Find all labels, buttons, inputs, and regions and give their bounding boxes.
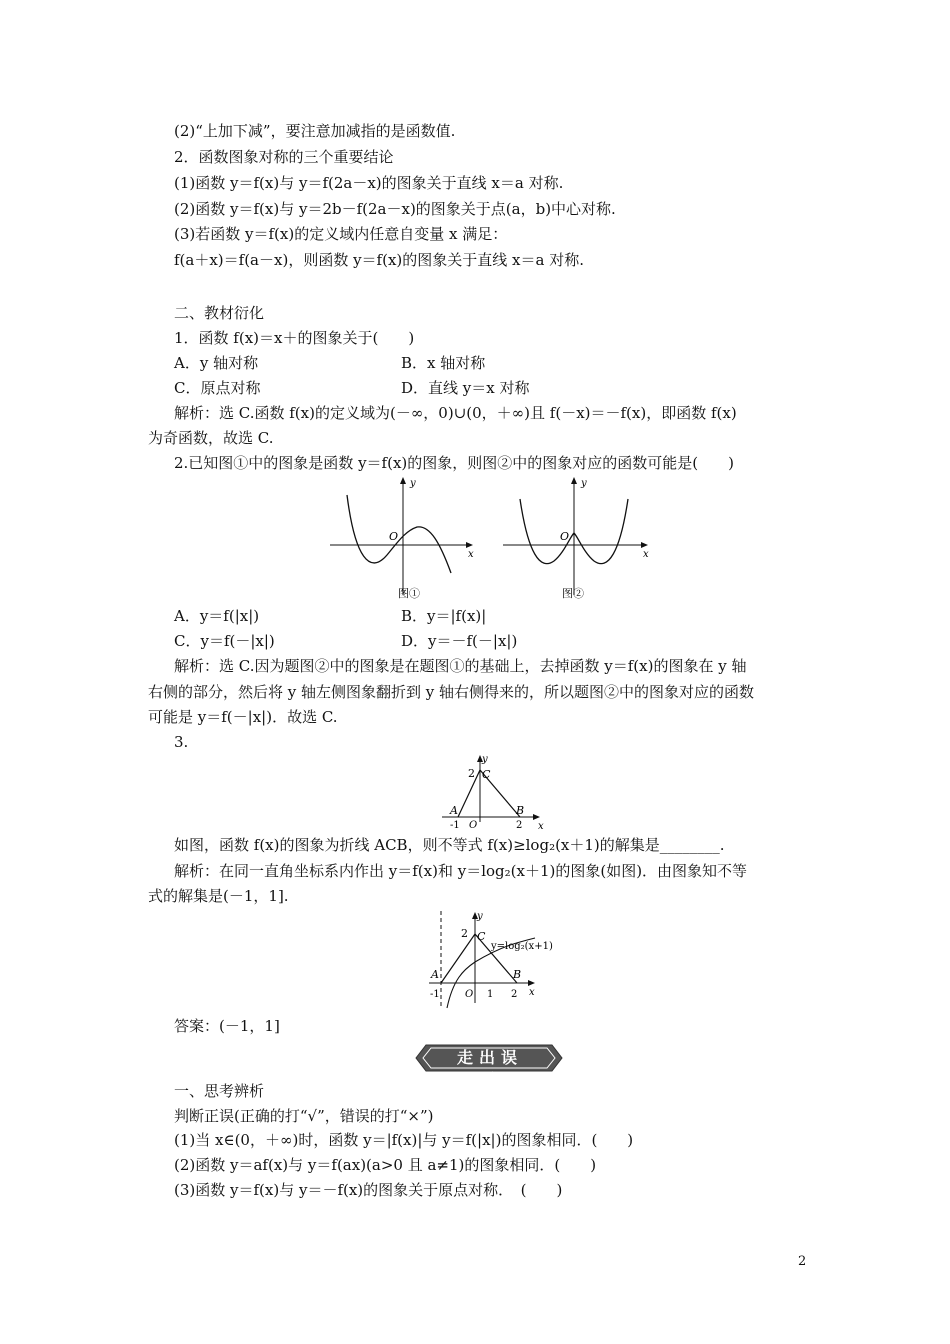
- point-a-label: A: [431, 968, 439, 981]
- point-b-label: B: [513, 968, 522, 981]
- answer-text: 答案：(－1，1]: [174, 1017, 280, 1035]
- origin-label: O: [469, 820, 478, 831]
- tick-label: 2: [468, 767, 475, 780]
- origin-label: O: [465, 989, 474, 1000]
- tick-label: 2: [511, 989, 518, 1000]
- solution-text: 解析：在同一直角坐标系内作出 y＝f(x)和 y＝log₂(x＋1)的图象(如图)．由图象知不等: [174, 862, 748, 880]
- option-d: D．y＝－f(－|x|): [401, 632, 518, 650]
- option-d: D．直线 y＝x 对称: [401, 379, 530, 397]
- banner-label: 走出误区: [456, 1048, 523, 1089]
- option-b: B．y＝|f(x)|: [401, 607, 487, 625]
- figure-1: [325, 473, 480, 603]
- judgment-item: (1)当 x∈(0，＋∞)时，函数 y＝|f(x)|与 y＝f(|x|)的图象相同．( ): [174, 1131, 634, 1149]
- option-c: C．y＝f(－|x|): [174, 632, 275, 650]
- section-heading: 2．函数图象对称的三个重要结论: [174, 148, 394, 166]
- question-text: 2.已知图①中的图象是函数 y＝f(x)的图象，则图②中的图象对应的函数可能是( ): [174, 454, 734, 472]
- y-axis-label: y: [410, 478, 416, 489]
- tick-label: 1: [487, 989, 494, 1000]
- point-c-label: C: [477, 930, 486, 943]
- option-a: A．y 轴对称: [174, 354, 259, 372]
- text-line: f(a＋x)＝f(a－x)，则函数 y＝f(x)的图象关于直线 x＝a 对称.: [174, 251, 584, 269]
- figure-2: [498, 473, 658, 603]
- solution-text: 右侧的部分，然后将 y 轴左侧图象翻折到 y 轴右侧得来的，所以题图②中的图象对应的函数: [148, 683, 755, 701]
- point-c-label: C: [482, 768, 491, 781]
- origin-label: O: [389, 530, 399, 543]
- text-line: (3)若函数 y＝f(x)的定义域内任意自变量 x 满足：: [174, 225, 508, 243]
- text-line: (2)“上加下减”，要注意加减指的是函数值.: [174, 122, 456, 140]
- section-heading: 一、思考辨析: [174, 1082, 265, 1100]
- instruction-text: 判断正误(正确的打“√”，错误的打“×”): [174, 1107, 434, 1125]
- x-axis-label: x: [468, 549, 474, 560]
- origin-label: O: [560, 530, 570, 543]
- page-number: 2: [798, 1254, 807, 1269]
- point-b-label: B: [516, 804, 525, 817]
- x-axis-label: x: [538, 821, 544, 832]
- figure-4: [425, 908, 560, 1013]
- figure-caption: 图②: [562, 587, 584, 600]
- figure-3: [440, 752, 550, 832]
- question-text: 如图，函数 f(x)的图象为折线 ACB，则不等式 f(x)≥log₂(x＋1)的解集是________.: [174, 836, 725, 854]
- solution-text: 可能是 y＝f(－|x|)．故选 C.: [148, 708, 338, 726]
- tick-label: 2: [461, 927, 468, 940]
- tick-label: -1: [430, 989, 440, 1000]
- tick-label: 2: [516, 820, 523, 831]
- text-line: (2)函数 y＝f(x)与 y＝2b－f(2a－x)的图象关于点(a，b)中心对称.: [174, 200, 616, 218]
- judgment-item: (3)函数 y＝f(x)与 y＝－f(x)的图象关于原点对称． ( ): [174, 1181, 563, 1199]
- figure-caption: 图①: [398, 587, 420, 600]
- option-a: A．y＝f(|x|): [174, 607, 260, 625]
- y-axis-label: y: [482, 754, 488, 765]
- y-axis-label: y: [581, 478, 587, 489]
- x-axis-label: x: [643, 549, 649, 560]
- option-c: C．原点对称: [174, 379, 261, 397]
- judgment-item: (2)函数 y＝af(x)与 y＝f(ax)(a>0 且 a≠1)的图象相同．( ): [174, 1156, 597, 1174]
- option-b: B．x 轴对称: [401, 354, 486, 372]
- point-a-label: A: [450, 804, 458, 817]
- text-line: (1)函数 y＝f(x)与 y＝f(2a－x)的图象关于直线 x＝a 对称.: [174, 174, 564, 192]
- x-axis-label: x: [529, 987, 535, 998]
- y-axis-label: y: [477, 911, 483, 922]
- solution-text: 解析：选 C.因为题图②中的图象是在题图①的基础上，去掉函数 y＝f(x)的图象在 y 轴: [174, 657, 747, 675]
- curve-label: y=log₂(x+1): [491, 941, 553, 952]
- solution-text: 式的解集是(－1，1].: [148, 887, 289, 905]
- section-heading: 二、教材衍化: [174, 304, 265, 322]
- question-number: 3.: [174, 733, 189, 751]
- solution-text: 解析：选 C.函数 f(x)的定义域为(－∞，0)∪(0，＋∞)且 f(－x)＝－f(x)，即函数 f(x): [174, 404, 737, 422]
- question-text: 1．函数 f(x)＝x＋的图象关于( ): [174, 329, 415, 347]
- solution-text: 为奇函数，故选 C.: [148, 429, 274, 447]
- tick-label: -1: [450, 820, 460, 831]
